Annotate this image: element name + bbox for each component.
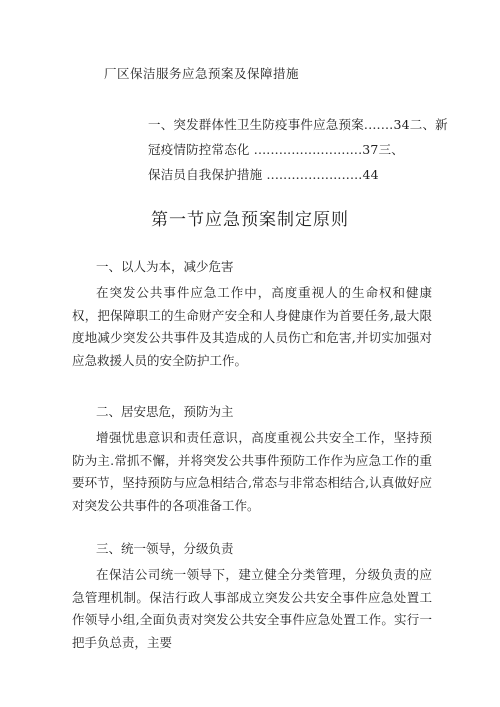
principle-3-body: 在保洁公司统一领导下，建立健全分类管理，分级负责的应急管理机制。保洁行政人事部成立突发公共安全事件应急处置工作领导小组,全面负责对突发公共安全事件应急处置工作。实行一把手负总责，主要	[72, 567, 432, 650]
document-title: 厂区保洁服务应急预案及保障措施	[104, 66, 300, 81]
principle-1-body: 在突发公共事件应急工作中，高度重视人的生命权和健康权，把保障职工的生命财产安全和人身健康作为首要任务,最大限度地减少突发公共事件及其造成的人员伤亡和危害,并切实加强对应急救援人员的安全防护工作。	[72, 285, 432, 368]
principle-3-heading: 三、统一领导，分级负责	[96, 541, 234, 556]
toc-line-1: 一、突发群体性卫生防疫事件应急预案.……34二、新	[148, 117, 448, 132]
toc-line-2: 冠疫情防控常态化 ..........................37三、	[148, 142, 404, 157]
principle-2-heading: 二、居安思危，预防为主	[96, 404, 234, 419]
principle-1	[72, 258, 432, 372]
table-of-contents	[148, 112, 448, 187]
section-title: 第一节应急预案制定原则	[151, 210, 349, 230]
principle-2	[72, 403, 432, 517]
principle-2-body: 增强忧患意识和责任意识，高度重视公共安全工作，坚持预防为主.常抓不懈，并将突发公共事件预防工作作为应急工作的重要环节，坚持预防与应急相结合,常态与非常态相结合,认真做好应对突发公共事件的各项准备工作。	[72, 430, 432, 513]
toc-line-3: 保洁员自我保护措施 .......................44	[148, 167, 379, 182]
principle-3	[72, 540, 432, 654]
principle-1-heading: 一、以人为本，减少危害	[96, 259, 234, 274]
